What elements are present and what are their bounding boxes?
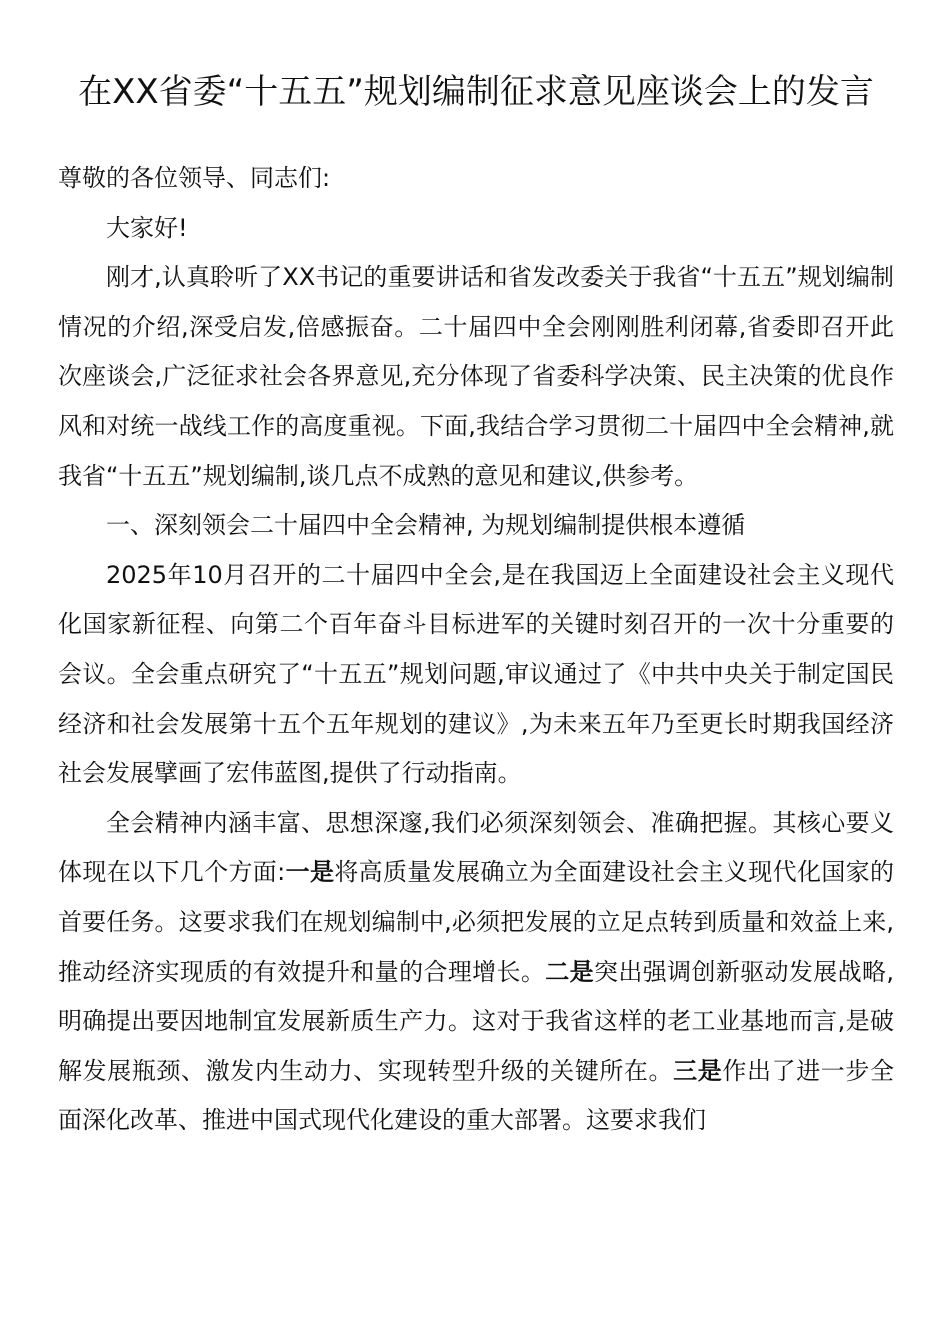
- point-text-2: 突出强调创新驱动发展战略,明确提出要因地制宜发展新质生产力。这对于我省这样的老工业基地而言,是破解发展瓶颈、激发内生动力、实现转型升级的关键所在。: [58, 957, 895, 1085]
- paragraph-lead: 全会精神内涵丰富、思想深邃,我们必须深刻领会、准确把握。其核心要义体现在以下几个方面:: [58, 808, 894, 887]
- salutation: 尊敬的各位领导、同志们:: [58, 164, 331, 192]
- document-page: [58, 66, 894, 1146]
- section-heading-1: 一、深刻领会二十届四中全会精神, 为规划编制提供根本遵循: [106, 511, 746, 540]
- intro-paragraph: 刚才,认真聆听了XX书记的重要讲话和省发改委关于我省“十五五”规划编制情况的介绍,深受启发,倍感振奋。二十届四中全会刚刚胜利闭幕,省委即召开此次座谈会,广泛征求社会各界意见,充分体现了省委科学决策、民主决策的优良作风和对统一战线工作的高度重视。下面,我结合学习贯彻二十届四中全会精神,就我省“十五五”规划编制,谈几点不成熟的意见和建议,供参考。: [58, 263, 894, 490]
- point-text-1: 将高质量发展确立为全面建设社会主义现代化国家的首要任务。这要求我们在规划编制中,必须把发展的立足点转到质量和效益上来,推动经济实现质的有效提升和量的合理增长。: [58, 858, 895, 986]
- greeting: 大家好!: [106, 213, 188, 242]
- point-label-1: 一是: [285, 858, 335, 887]
- point-text-3: 作出了进一步全面深化改革、推进中国式现代化建设的重大部署。这要求我们: [58, 1056, 895, 1135]
- section-1-paragraph-1: 2025年10月召开的二十届四中全会,是在我国迈上全面建设社会主义现代化国家新征程、向第二个百年奋斗目标进军的关键时刻召开的一次十分重要的会议。全会重点研究了“十五五”规划问题,审议通过了《中共中央关于制定国民经济和社会发展第十五个五年规划的建议》,为未来五年乃至更长时期我国经济社会发展擘画了宏伟蓝图,提供了行动指南。: [58, 560, 894, 788]
- point-label-2: 二是: [545, 957, 595, 986]
- document-title: 在XX省委“十五五”规划编制征求意见座谈会上的发言: [78, 72, 874, 112]
- point-label-3: 三是: [673, 1056, 723, 1085]
- section-1-paragraph-2: [58, 799, 894, 1146]
- document-body: [58, 154, 894, 1146]
